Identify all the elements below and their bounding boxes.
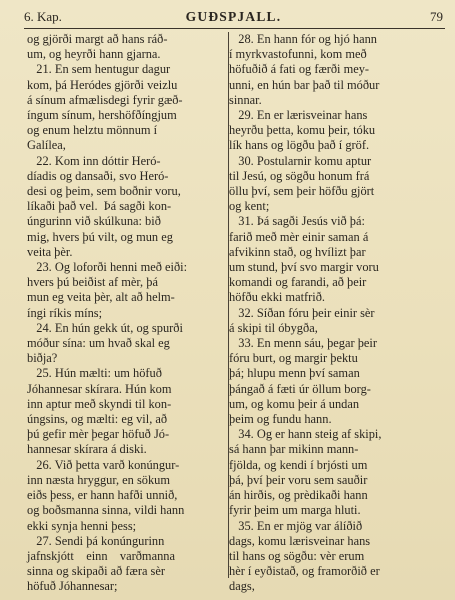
text-line: 32. Síðan fóru þeir einir sèr xyxy=(229,305,375,320)
text-line: biðja? xyxy=(27,351,58,366)
text-line: 29. En er lærisveinar hans xyxy=(229,108,368,123)
text-line: íngum sínum, hershöfðíngjum xyxy=(27,108,177,123)
text-line: 25. Hún mælti: um höfuð xyxy=(27,366,162,381)
text-line: 30. Postularnir komu aptur xyxy=(229,153,372,168)
right-text-column xyxy=(229,32,435,595)
text-line: fyrir þeim um marga hluti. xyxy=(229,503,361,518)
text-line: úngsins, og mælti: eg vil, að xyxy=(27,412,168,427)
text-line: sá hann þar mikinn mann- xyxy=(229,442,359,457)
text-line: á skipi til óbygða, xyxy=(229,320,318,335)
text-line: höfuð Jóhannesar; xyxy=(27,579,118,594)
text-line: 35. En er mjög var álíðið xyxy=(229,518,363,533)
text-line: móður sína: um hvað skal eg xyxy=(27,336,170,351)
text-line: dags, komu lærisveinar hans xyxy=(229,533,371,548)
text-line: þeim og fundu hann. xyxy=(229,412,332,427)
text-line: hannesar skírara á diski. xyxy=(27,442,147,457)
text-line: þá, því þeir voru sem sauðir xyxy=(229,472,368,487)
text-line: til hans og sögðu: vèr erum xyxy=(229,548,365,563)
text-line: líkaði það vel. Þá sagði kon- xyxy=(27,199,172,214)
text-line: öllu því, sem þeir höfðu gjört xyxy=(229,184,375,199)
text-line: og boðsmanna sinna, vildi hann xyxy=(27,503,185,518)
text-line: án hirðis, og prèdikaði hann xyxy=(229,488,368,503)
text-line: 34. Og er hann steig af skipi, xyxy=(229,427,382,442)
text-line: fóru burt, og margir þektu xyxy=(229,351,358,366)
text-line: dags, xyxy=(229,579,255,594)
text-line: fjölda, og kendi í brjósti um xyxy=(229,457,368,472)
text-line: lík hans og lögðu það í gröf. xyxy=(229,138,370,153)
text-line: í myrkvastofunni, kom með xyxy=(229,47,367,62)
running-header xyxy=(24,9,443,25)
text-line: jafnskjótt einn varðmanna xyxy=(27,548,175,563)
text-line: Jóhannesar skírara. Hún kom xyxy=(27,381,172,396)
text-line: hvers þú beiðist af mèr, þá xyxy=(27,275,158,290)
text-line: 31. Þá sagði Jesús við þá: xyxy=(229,214,365,229)
text-line: mig, hvers þú vilt, og mun eg xyxy=(27,229,173,244)
text-line: afvikinn stað, og hvílizt þar xyxy=(229,244,366,259)
text-line: þá; hlupu menn því saman xyxy=(229,366,360,381)
text-line: eiðs þess, er hann hafði unnið, xyxy=(27,488,178,503)
text-line: inn næsta hryggur, en sökum xyxy=(27,472,171,487)
text-line: sinnar. xyxy=(229,92,262,107)
text-line: þú gefir mèr þegar höfuð Jó- xyxy=(27,427,170,442)
text-line: veita þèr. xyxy=(27,244,73,259)
text-line: höfuðið á fati og færði mey- xyxy=(229,62,370,77)
text-line: um, og komu þeir á undan xyxy=(229,396,360,411)
text-line: kom, þá Heródes gjörði veizlu xyxy=(27,77,178,92)
text-line: 26. Við þetta varð konúngur- xyxy=(27,457,180,472)
page-number: 79 xyxy=(430,9,443,24)
text-line: mun eg veita þèr, alt að helm- xyxy=(27,290,175,305)
text-line: 24. En hún gekk út, og spurði xyxy=(27,320,183,335)
text-line: til Jesú, og sögðu honum frá xyxy=(229,168,370,183)
header-rule xyxy=(24,28,445,29)
text-line: 27. Sendi þá konúngurinn xyxy=(27,533,165,548)
text-line: um stund, því svo margir voru xyxy=(229,260,379,275)
text-line: úngurinn við skúlkuna: bið xyxy=(27,214,161,229)
text-line: 33. En menn sáu, þegar þeir xyxy=(229,336,377,351)
book-title: GUÐSPJALL. xyxy=(185,9,282,24)
text-line: díadis og dansaði, svo Heró- xyxy=(27,168,169,183)
text-line: þángað á fæti úr öllum borg- xyxy=(229,381,371,396)
chapter-label: 6. Kap. xyxy=(24,9,62,24)
text-line: 23. Og loforði henni með eiði: xyxy=(27,260,188,275)
text-line: sinna og skipaði að færa sèr xyxy=(27,564,165,579)
text-line: desi og þeim, sem boðnir voru, xyxy=(27,184,181,199)
text-line: 22. Kom inn dóttir Heró- xyxy=(27,153,161,168)
text-line: inn aptur með skyndi til kon- xyxy=(27,396,172,411)
text-line: 21. En sem hentugur dagur xyxy=(27,62,171,77)
text-line: um, og heyrði hann gjarna. xyxy=(27,47,161,62)
text-line: og gjörði margt að hans ráð- xyxy=(27,32,168,46)
text-line: unni, en hún bar það til móður xyxy=(229,77,380,92)
text-line: farið með mèr einir saman á xyxy=(229,229,369,244)
text-line: 28. En hann fór og hjó hann xyxy=(229,32,377,46)
text-line: heyrðu þetta, komu þeir, tóku xyxy=(229,123,376,138)
text-line: og enum helztu mönnum í xyxy=(27,123,158,138)
text-line: komandi og farandi, að þeir xyxy=(229,275,367,290)
left-text-column xyxy=(27,32,227,595)
text-line: höfðu ekki matfrið. xyxy=(229,290,326,305)
text-line: hèr í eyðistað, og framorðið er xyxy=(229,564,380,579)
text-line: ekki synja henni þess; xyxy=(27,518,137,533)
text-line: á sínum afmælisdegi fyrir gæð- xyxy=(27,92,183,107)
text-line: Galílea, xyxy=(27,138,66,153)
text-line: og kent; xyxy=(229,199,270,214)
text-line: íngi ríkis míns; xyxy=(27,305,103,320)
